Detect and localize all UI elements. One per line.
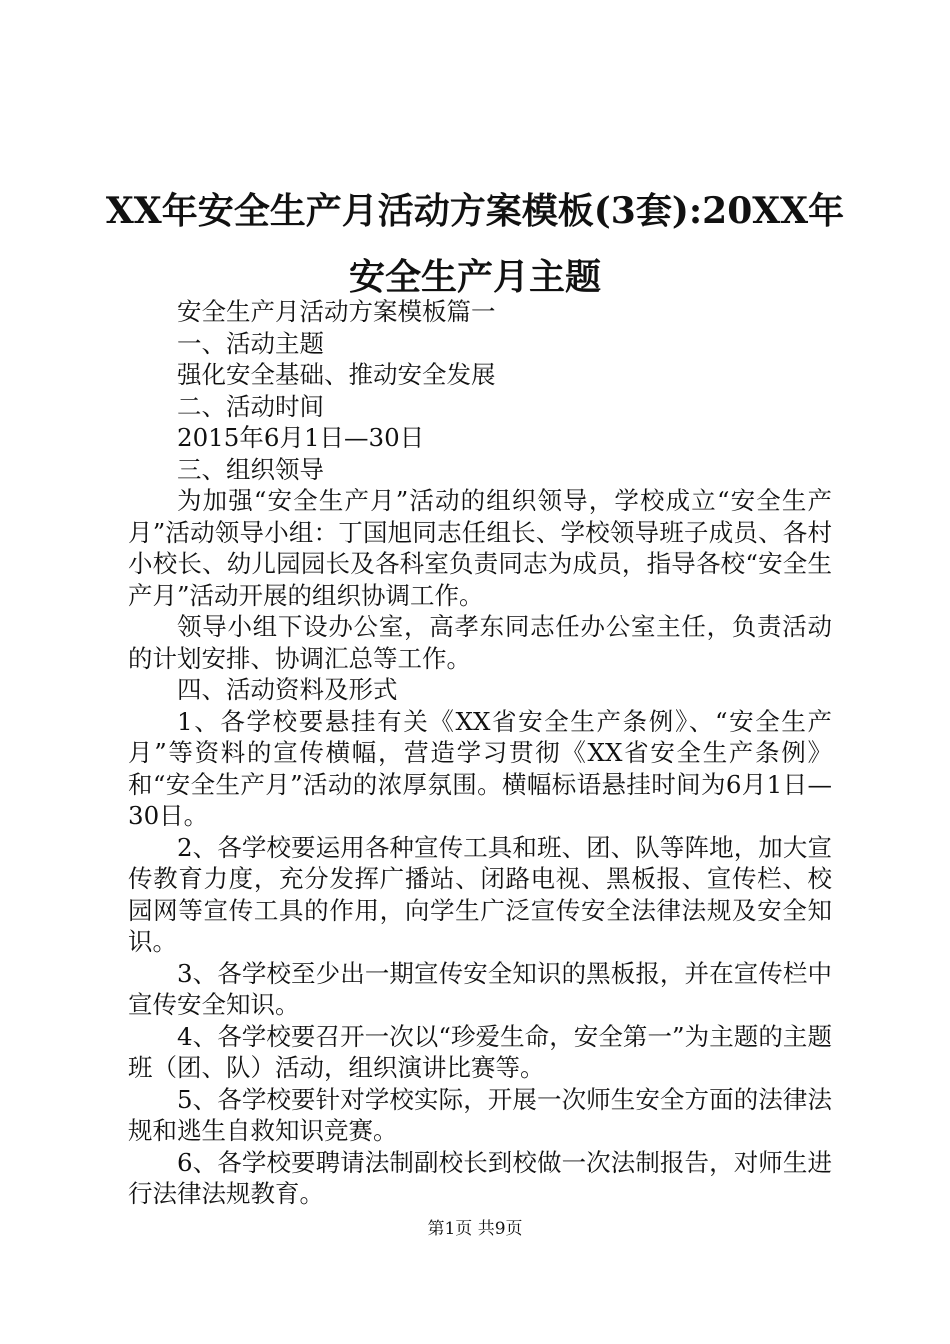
content-item-6: 6、各学校要聘请法制副校长到校做一次法制报告，对师生进行法律法规教育。	[128, 1147, 832, 1208]
section-heading-template: 安全生产月活动方案模板篇一	[177, 297, 496, 326]
theme-text: 强化安全基础、推动安全发展	[177, 360, 496, 389]
content-item-5: 5、各学校要针对学校实际，开展一次师生安全方面的法律法规和逃生自救知识竞赛。	[128, 1084, 832, 1145]
time-text: 2015年6月1日—30日	[177, 423, 425, 452]
content-item-1: 1、各学校要悬挂有关《XX省安全生产条例》、“安全生产月”等资料的宣传横幅，营造学习贯彻《XX省安全生产条例》和“安全生产月”活动的浓厚氛围。横幅标语悬挂时间为6月1日—30日。	[128, 706, 832, 830]
content-item-2: 2、各学校要运用各种宣传工具和班、团、队等阵地，加大宣传教育力度，充分发挥广播站、闭路电视、黑板报、宣传栏、校园网等宣传工具的作用，向学生广泛宣传安全法律法规及安全知识。	[128, 832, 832, 956]
section-heading-time: 二、活动时间	[177, 391, 324, 421]
document-body	[128, 296, 832, 1210]
section-heading-content: 四、活动资料及形式	[177, 675, 398, 704]
content-item-4: 4、各学校要召开一次以“珍爱生命，安全第一”为主题的主题班（团、队）活动，组织演讲比赛等。	[128, 1021, 832, 1082]
leadership-paragraph: 为加强“安全生产月”活动的组织领导，学校成立“安全生产月”活动领导小组：丁国旭同志任组长、学校领导班子成员、各村小校长、幼儿园园长及各科室负责同志为成员，指导各校“安全生产月”活动开展的组织协调工作。	[128, 486, 832, 610]
office-paragraph: 领导小组下设办公室，高孝东同志任办公室主任，负责活动的计划安排、协调汇总等工作。	[128, 612, 832, 673]
content-item-3: 3、各学校至少出一期宣传安全知识的黑板报，并在宣传栏中宣传安全知识。	[128, 958, 832, 1019]
section-heading-leadership: 三、组织领导	[177, 454, 324, 484]
section-heading-theme: 一、活动主题	[177, 328, 324, 358]
page-number-footer: 第1页 共9页	[427, 1219, 523, 1239]
document-title: XX年安全生产月活动方案模板(3套):20XX年安全生产月主题	[105, 190, 845, 298]
